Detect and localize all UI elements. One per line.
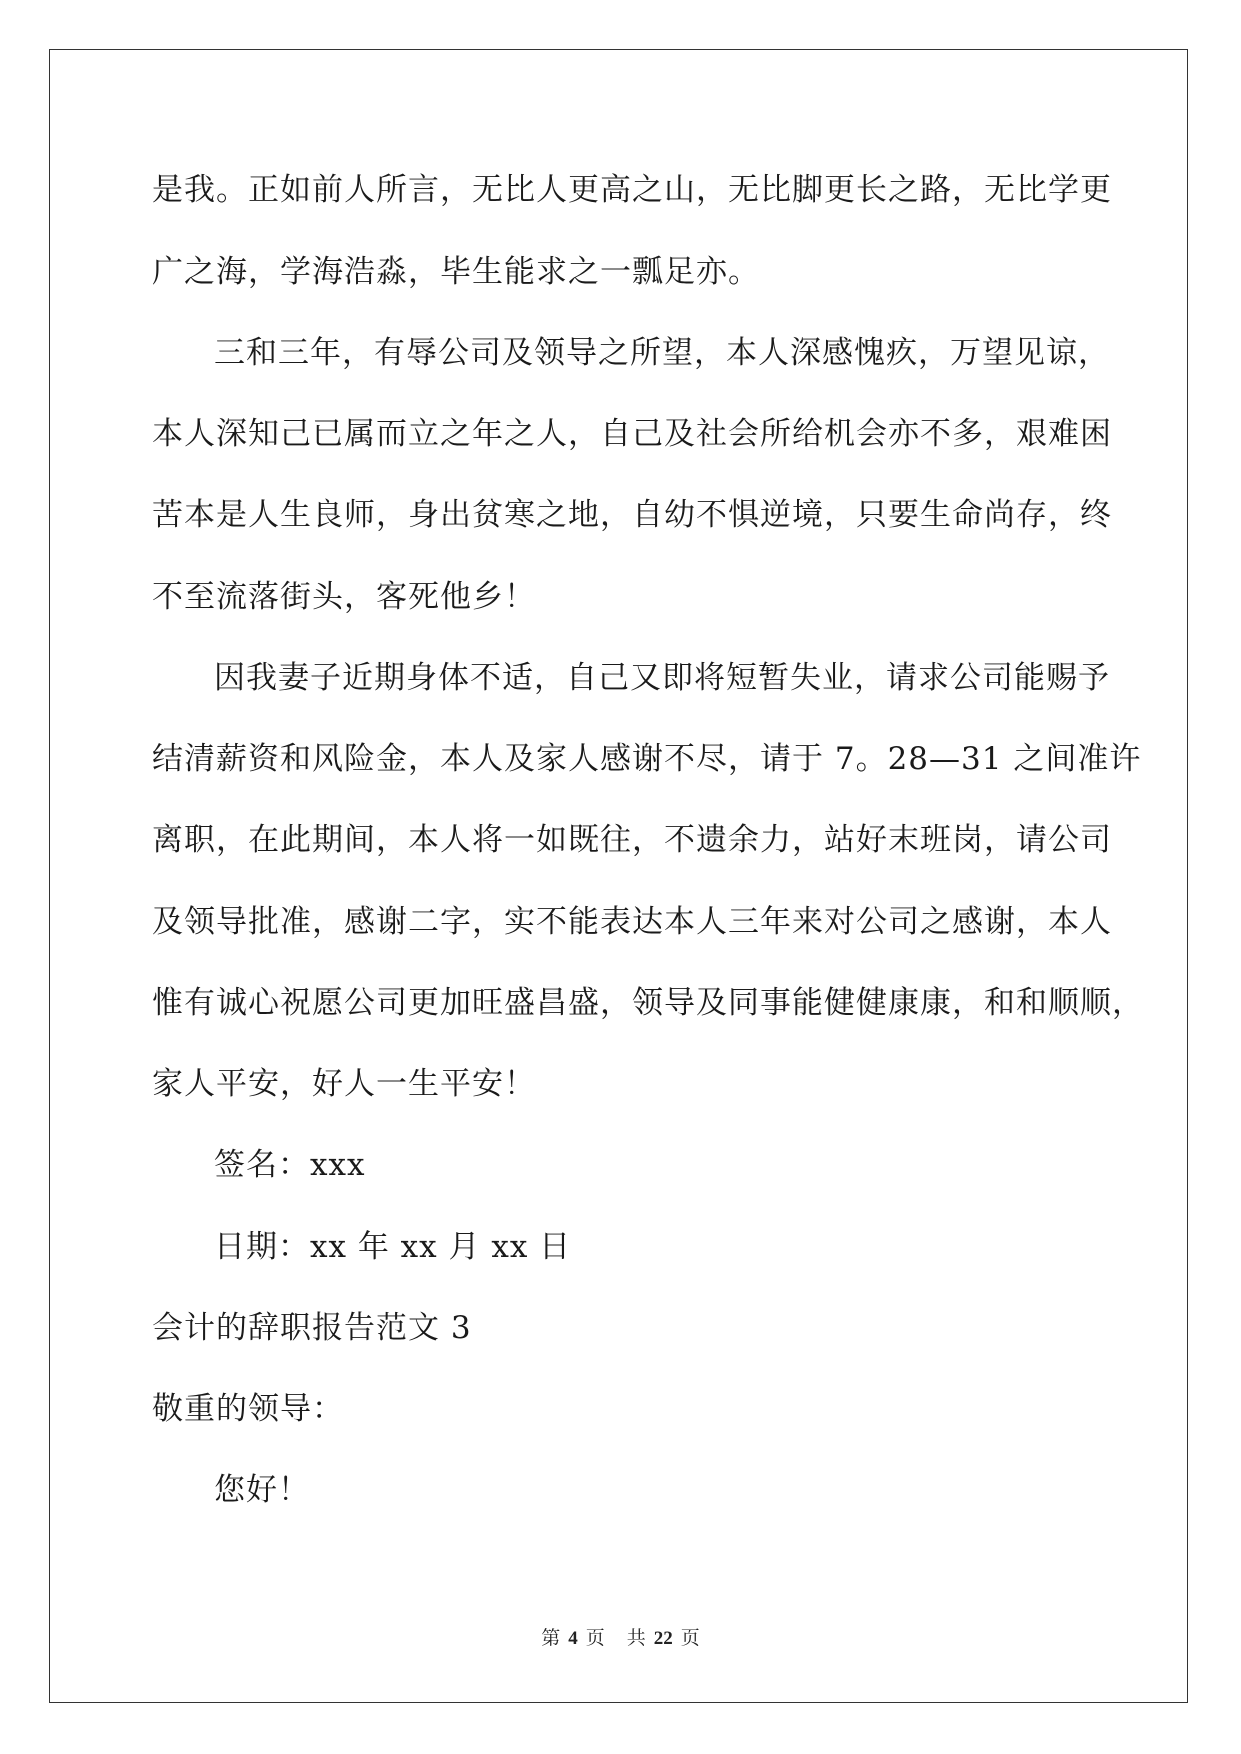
page-footer [0,1626,1241,1651]
text-line: 因我妻子近期身体不适，自己又即将短暂失业，请求公司能赐予 [214,660,1110,696]
page-prefix: 第 [541,1627,561,1649]
total-pages: 22 [653,1628,673,1649]
text-line: 离职，在此期间，本人将一如既往，不遗余力，站好末班岗，请公司 [152,822,1112,858]
text-line: 广之海，学海浩淼，毕生能求之一瓢足亦。 [152,254,760,290]
text-line: 家人平安，好人一生平安！ [152,1066,536,1102]
text-line: 惟有诚心祝愿公司更加旺盛昌盛，领导及同事能健健康康，和和顺顺， [152,985,1144,1021]
total-indicator [623,1627,704,1649]
page-border [49,49,1188,1703]
page-indicator [537,1627,609,1649]
text-line: 苦本是人生良师，身出贫寒之地，自幼不惧逆境，只要生命尚存，终 [152,497,1112,533]
total-suffix: 页 [680,1627,700,1649]
salutation: 敬重的领导： [152,1391,344,1427]
section-title: 会计的辞职报告范文 3 [152,1310,472,1346]
greeting: 您好！ [214,1472,310,1508]
text-line: 结清薪资和风险金，本人及家人感谢不尽，请于 7。28—31 之间准许 [152,741,1142,777]
text-line: 不至流落街头，客死他乡！ [152,579,536,615]
date-line: 日期：xx 年 xx 月 xx 日 [214,1229,572,1265]
total-prefix: 共 [626,1627,646,1649]
page-suffix: 页 [585,1627,605,1649]
signature-line: 签名：xxx [214,1147,366,1183]
text-line: 本人深知己已属而立之年之人，自己及社会所给机会亦不多，艰难困 [152,416,1112,452]
page-number: 4 [568,1628,578,1649]
text-line: 及领导批准，感谢二字，实不能表达本人三年来对公司之感谢，本人 [152,904,1112,940]
text-line: 三和三年，有辱公司及领导之所望，本人深感愧疚，万望见谅， [214,335,1110,371]
text-line: 是我。正如前人所言，无比人更高之山，无比脚更长之路，无比学更 [152,172,1112,208]
